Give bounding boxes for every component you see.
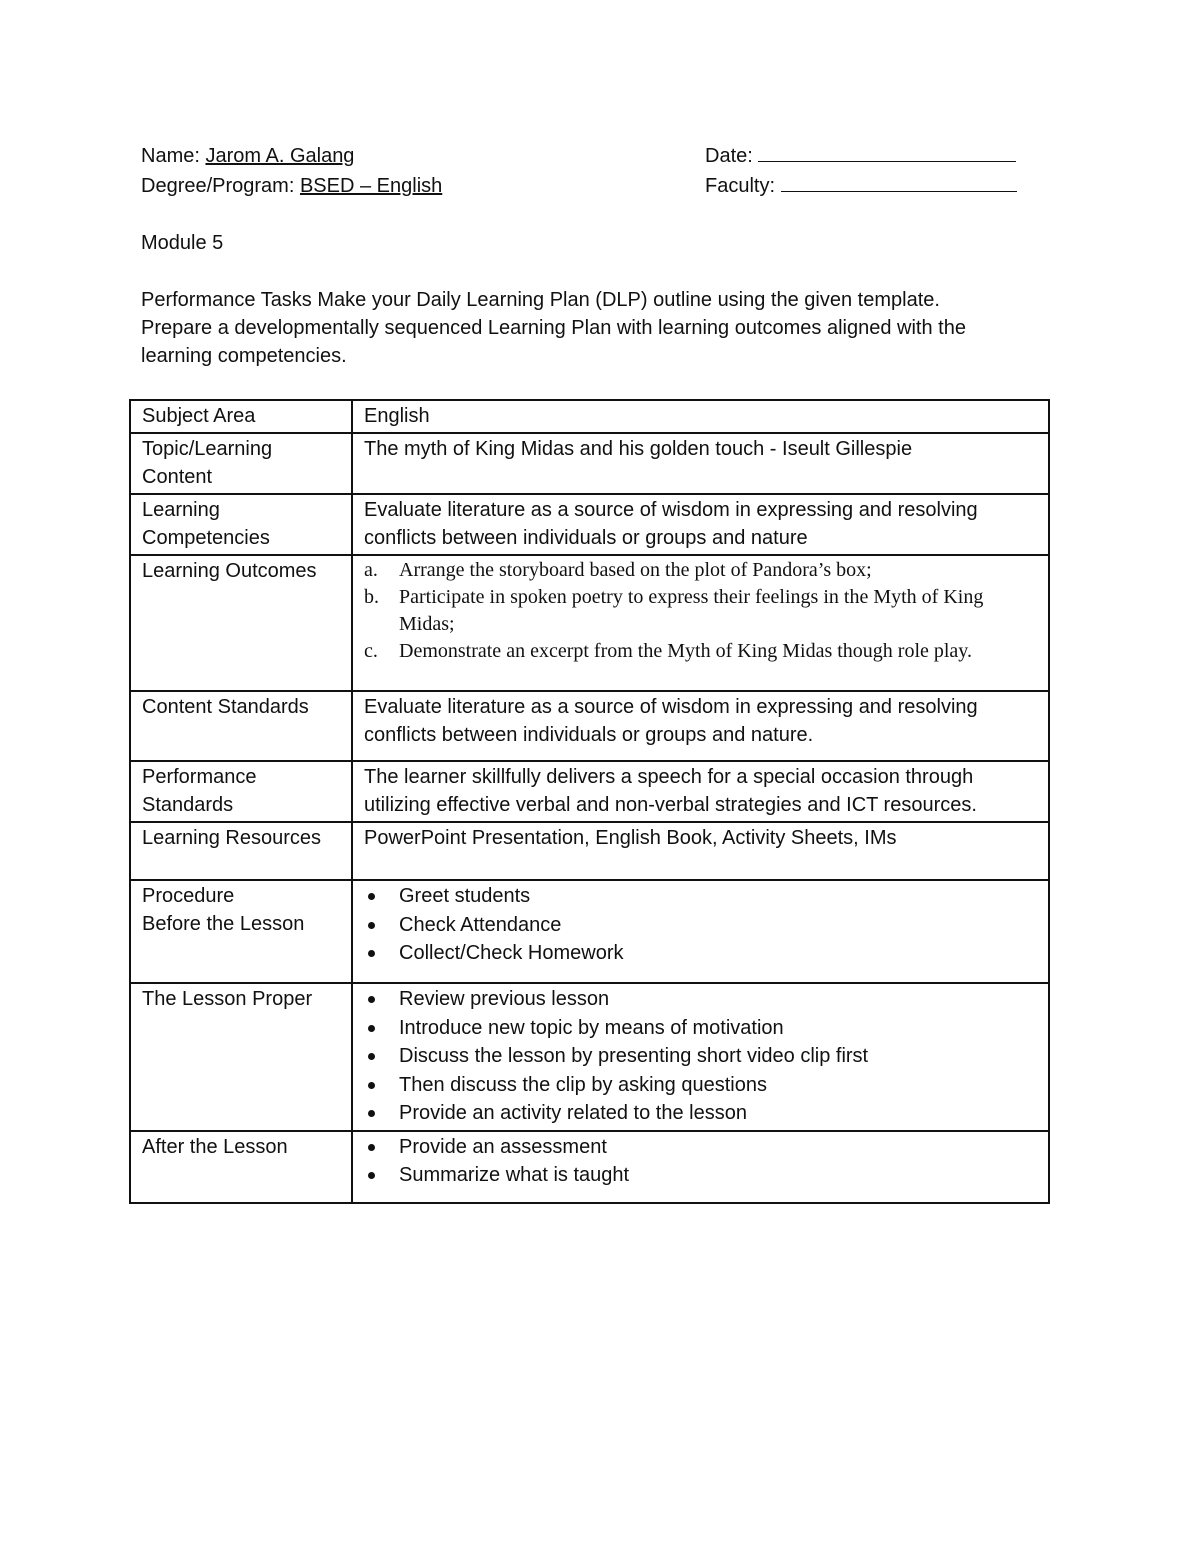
row-label: Topic/Learning Content: [130, 433, 352, 494]
row-content-standards: [130, 691, 1049, 761]
list-item: Discuss the lesson by presenting short video clip first: [364, 1042, 1038, 1071]
row-topic: [130, 433, 1049, 494]
bullet-icon: [368, 1025, 375, 1032]
row-value: PowerPoint Presentation, English Book, Activity Sheets, IMs: [352, 822, 1049, 880]
date-blank: [758, 143, 1016, 162]
name-value: Jarom A. Galang: [205, 145, 355, 167]
bullet-icon: [368, 922, 375, 929]
faculty-line: [705, 172, 1017, 200]
row-value: The myth of King Midas and his golden touch - Iseult Gillespie: [352, 433, 1049, 494]
row-value: English: [352, 400, 1049, 433]
module-title: Module 5: [141, 232, 224, 254]
list-item: Provide an activity related to the lesson: [364, 1099, 1038, 1128]
row-label: Subject Area: [130, 400, 352, 433]
row-value: [352, 1131, 1049, 1203]
bullet-icon: [368, 893, 375, 900]
instructions-line: Prepare a developmentally sequenced Learning Plan with learning outcomes aligned with the: [141, 317, 966, 339]
row-label: Learning Resources: [130, 822, 352, 880]
list-item: Check Attendance: [364, 911, 1038, 940]
row-resources: [130, 822, 1049, 880]
faculty-blank: [781, 173, 1017, 192]
row-value: [352, 555, 1049, 691]
dlp-table: [129, 399, 1050, 1204]
row-value: Evaluate literature as a source of wisdom in expressing and resolving conflicts between individuals or groups and nature: [352, 494, 1049, 555]
bullet-icon: [368, 950, 375, 957]
degree-value: BSED – English: [299, 175, 443, 197]
list-item: Summarize what is taught: [364, 1161, 1038, 1190]
bullet-icon: [368, 1110, 375, 1117]
instructions-line: learning competencies.: [141, 345, 347, 367]
row-value: The learner skillfully delivers a speech for a special occasion through utilizing effective verbal and non-verbal strategies and ICT resources.: [352, 761, 1049, 822]
list-item: Introduce new topic by means of motivation: [364, 1014, 1038, 1043]
bullet-icon: [368, 1082, 375, 1089]
row-after-lesson: [130, 1131, 1049, 1203]
degree-label: Degree/Program:: [141, 175, 295, 197]
faculty-label: Faculty:: [705, 175, 776, 197]
row-subject-area: [130, 400, 1049, 433]
row-competencies: [130, 494, 1049, 555]
proper-list: [364, 985, 1038, 1128]
list-item: Greet students: [364, 882, 1038, 911]
row-label: Learning Competencies: [130, 494, 352, 555]
row-label: Learning Outcomes: [130, 555, 352, 691]
list-item: Review previous lesson: [364, 985, 1038, 1014]
row-value: Evaluate literature as a source of wisdom in expressing and resolving conflicts between individuals or groups and nature.: [352, 691, 1049, 761]
row-label: The Lesson Proper: [130, 983, 352, 1131]
list-item: Then discuss the clip by asking questions: [364, 1071, 1038, 1100]
degree-line: [141, 172, 442, 200]
bullet-icon: [368, 1144, 375, 1151]
outcomes-list: [364, 557, 1038, 665]
row-outcomes: [130, 555, 1049, 691]
name-line: [141, 142, 354, 170]
after-list: [364, 1133, 1038, 1190]
date-line: [705, 142, 1016, 170]
row-before-lesson: [130, 880, 1049, 983]
outcome-item: a. Arrange the storyboard based on the plot of Pandora’s box;: [364, 559, 872, 581]
bullet-icon: [368, 996, 375, 1003]
outcome-item: c. Demonstrate an excerpt from the Myth of King Midas though role play.: [364, 640, 973, 662]
row-label: After the Lesson: [130, 1131, 352, 1203]
row-lesson-proper: [130, 983, 1049, 1131]
bullet-icon: [368, 1172, 375, 1179]
list-item: Collect/Check Homework: [364, 939, 1038, 968]
row-performance-standards: [130, 761, 1049, 822]
row-label: Procedure Before the Lesson: [130, 880, 352, 983]
row-label: Content Standards: [130, 691, 352, 761]
instructions: [141, 286, 1051, 370]
name-label: Name:: [141, 145, 200, 167]
before-list: [364, 882, 1038, 968]
row-value: [352, 880, 1049, 983]
bullet-icon: [368, 1053, 375, 1060]
date-label: Date:: [705, 145, 753, 167]
outcome-item: b. Participate in spoken poetry to express their feelings in the Myth of King Midas;: [364, 586, 984, 635]
row-value: [352, 983, 1049, 1131]
list-item: Provide an assessment: [364, 1133, 1038, 1162]
instructions-line: Performance Tasks Make your Daily Learning Plan (DLP) outline using the given template.: [141, 289, 940, 311]
row-label: Performance Standards: [130, 761, 352, 822]
